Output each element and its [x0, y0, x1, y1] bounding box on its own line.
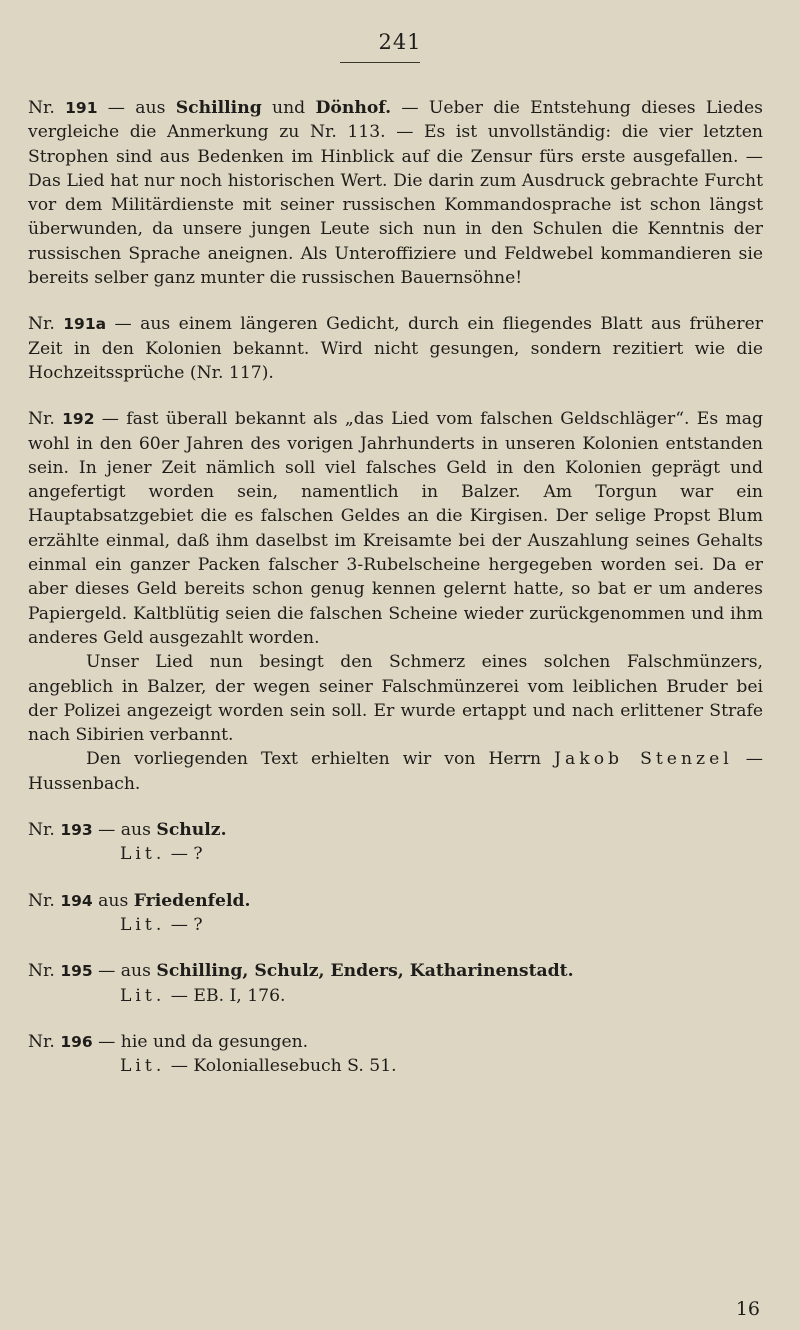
note-paragraph — [28, 747, 763, 796]
place-name: Schilling — [175, 98, 262, 118]
page-number: 241 — [378, 30, 422, 54]
header-rule — [340, 62, 420, 63]
note-prefix: Nr. — [28, 98, 55, 118]
note-number: 192 — [62, 410, 95, 429]
place-name: Dönhof. — [315, 98, 392, 118]
literature-line — [28, 1054, 763, 1078]
note-number: 191a — [63, 315, 107, 334]
note-192 — [28, 407, 763, 796]
note-193 — [28, 818, 763, 867]
literature-value: — ? — [170, 844, 203, 865]
note-text: — aus einem längeren Gedicht, durch ein fliegendes Blatt aus früherer Zeit in den Kolonien bekannt. Wird nicht gesungen, sondern rezitiert wie die Hochzeitssprüche (Nr. 117). — [28, 314, 763, 383]
note-text: — aus — [98, 820, 151, 841]
note-prefix: Nr. — [28, 820, 55, 841]
note-195 — [28, 959, 763, 1008]
literature-value: — EB. I, 176. — [170, 985, 286, 1006]
note-paragraph: Unser Lied nun besingt den Schmerz eines solchen Falschmünzers, angeblich in Balzer, der wegen seiner Falschmünzerei vom leiblichen Bruder bei der Polizei angezeigt worden sein soll. Er wurde ertappt und nach erlittener Strafe nach Sibirien verbannt. — [28, 652, 763, 746]
note-191 — [28, 96, 763, 290]
literature-value: — ? — [170, 914, 203, 935]
note-text: — hie und da gesungen. — [98, 1031, 309, 1052]
literature-label: Lit. — [120, 985, 166, 1006]
literature-label: Lit. — [120, 914, 166, 935]
note-prefix: Nr. — [28, 409, 55, 430]
note-prefix: Nr. — [28, 314, 55, 335]
note-text: und — [272, 98, 306, 118]
note-text: Den vorliegenden Text erhielten wir von Herrn — [86, 749, 542, 770]
note-196 — [28, 1030, 763, 1079]
literature-line — [28, 984, 763, 1008]
note-number: 195 — [60, 962, 93, 981]
note-text: — Ueber die Entstehung dieses Liedes vergleiche die Anmerkung zu Nr. 113. — Es ist unvollständig: die vier letzten Strophen sind aus Bedenken im Hinblick auf die Zensur fürs erste ausgefallen. — Das Lied hat nur noch historischen Wert. Die darin zum Ausdruck gebrachte Furcht vor dem Militärdienste mit seiner russischen Kommandosprache ist schon längst überwunden, da unsere jungen Leute sich nun in den Schulen die Kenntnis der russischen Sprache aneignen. Als Unteroffiziere und Feldwebel kommandieren sie bereits selber ganz munter die russischen Bauernsöhne! — [28, 98, 763, 289]
contributor-name: Jakob Stenzel — [554, 749, 733, 770]
literature-label: Lit. — [120, 844, 166, 865]
note-text: — Hussenbach. — [28, 749, 763, 794]
note-number: 193 — [60, 821, 93, 840]
notes-list — [28, 96, 763, 1100]
place-name: Friedenfeld. — [133, 890, 251, 911]
note-text: aus — [98, 890, 129, 911]
note-number: 194 — [60, 891, 93, 910]
literature-line — [28, 842, 763, 866]
note-191a — [28, 312, 763, 385]
literature-label: Lit. — [120, 1056, 166, 1077]
place-name: Schulz. — [156, 820, 227, 841]
signature-mark: 16 — [735, 1298, 760, 1320]
place-name: Schilling, Schulz, Enders, Katharinenstadt. — [156, 961, 574, 982]
literature-value: — Koloniallesebuch S. 51. — [170, 1056, 397, 1077]
note-prefix: Nr. — [28, 890, 55, 911]
note-prefix: Nr. — [28, 1031, 55, 1052]
literature-line — [28, 913, 763, 937]
note-text: — fast überall bekannt als „das Lied vom falschen Geldschläger“. Es mag wohl in den 60er Jahren des vorigen Jahrhunderts in unseren Kolonien entstanden sein. In jener Zeit nämlich soll viel falsches Geld in den Kolonien geprägt und angefertigt worden sein, namentlich in Balzer. Am Torgun war ein Hauptabsatzgebiet die es falschen Geldes an die Kirgisen. Der selige Propst Blum erzählte einmal, daß ihm daselbst im Kreisamte bei der Auszahlung seines Gehalts einmal ein ganzer Packen falscher 3-Rubelscheine hergegeben worden sei. Da er aber dieses Geld bereits schon genug kennen gelernt hatte, so bat er um anderes Papiergeld. Kaltblütig seien die falschen Scheine wieder zurückgenommen und ihm anderes Geld ausgezahlt worden. — [28, 409, 763, 648]
note-194 — [28, 889, 763, 938]
note-number: 191 — [65, 99, 98, 117]
note-number: 196 — [60, 1032, 93, 1051]
note-prefix: Nr. — [28, 961, 55, 982]
note-text: — aus — [98, 961, 151, 982]
note-text: — aus — [107, 98, 166, 118]
